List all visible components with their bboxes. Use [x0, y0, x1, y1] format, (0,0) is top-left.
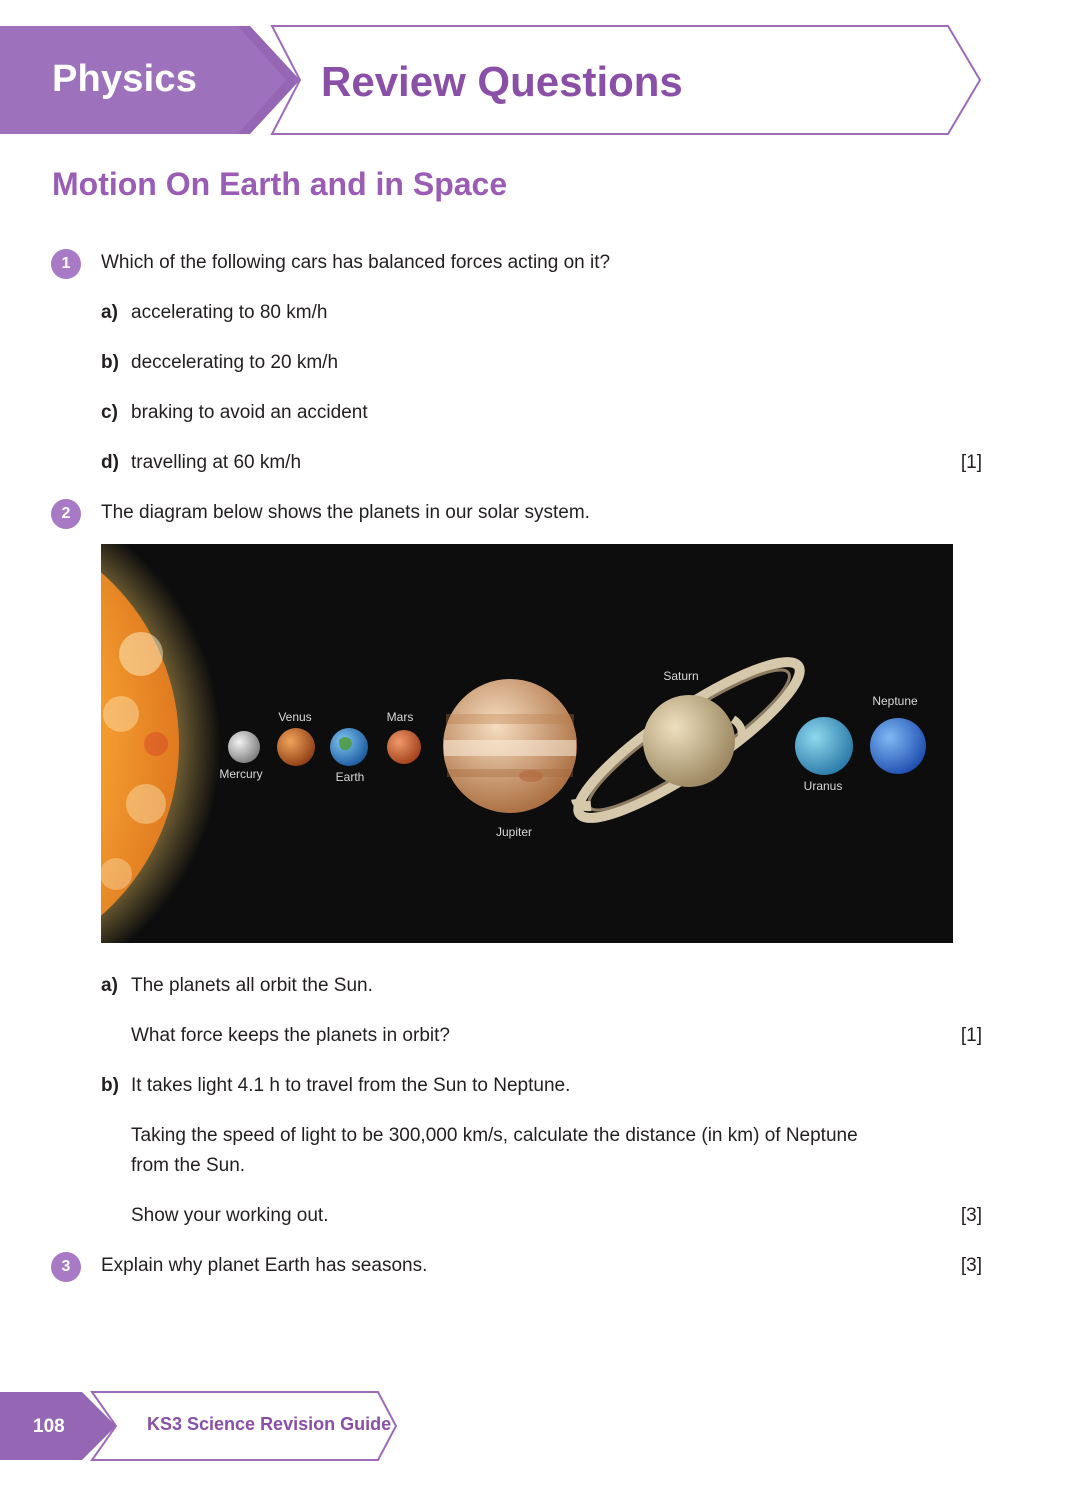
subject-label: Physics	[52, 58, 198, 100]
saturn-label: Saturn	[663, 669, 699, 683]
part-2a-line1: The planets all orbit the Sun.	[131, 975, 373, 996]
mars-label: Mars	[386, 710, 414, 724]
part-2a-line2: What force keeps the planets in orbit?	[131, 1025, 450, 1046]
part-2b-marks: [3]	[960, 1205, 982, 1226]
part-2b-line1: It takes light 4.1 h to travel from the Sun to Neptune.	[131, 1075, 571, 1096]
uranus-label: Uranus	[803, 779, 843, 793]
jupiter-shape	[443, 679, 577, 813]
question-1-text: Which of the following cars has balanced forces acting on it?	[101, 252, 611, 273]
question-3-number: 3	[51, 1252, 81, 1282]
option-b-letter: b)	[101, 352, 119, 373]
option-a-text: accelerating to 80 km/h	[131, 302, 328, 323]
book-title: KS3 Science Revision Guide	[147, 1414, 392, 1434]
question-3-marks: [3]	[960, 1255, 982, 1276]
venus-shape	[277, 728, 315, 766]
question-3-text: Explain why planet Earth has seasons.	[101, 1255, 428, 1276]
uranus-shape	[795, 717, 853, 775]
earth-label: Earth	[335, 770, 365, 784]
jupiter-label: Jupiter	[495, 825, 533, 839]
question-1-number: 1	[51, 249, 81, 279]
mars-shape	[387, 730, 421, 764]
mercury-shape	[228, 731, 260, 763]
option-a-letter: a)	[101, 302, 118, 323]
part-2b-line3: from the Sun.	[131, 1155, 246, 1176]
question-2-text: The diagram below shows the planets in our solar system.	[101, 502, 590, 523]
part-2b-letter: b)	[101, 1075, 119, 1096]
page-number: 108	[33, 1416, 65, 1437]
question-1-marks: [1]	[960, 452, 982, 473]
venus-label: Venus	[278, 710, 312, 724]
neptune-shape	[870, 718, 926, 774]
topic-title: Motion On Earth and in Space	[52, 166, 508, 202]
part-2b-line4: Show your working out.	[131, 1205, 329, 1226]
page-heading: Review Questions	[321, 58, 683, 105]
option-b-text: deccelerating to 20 km/h	[131, 352, 339, 373]
part-2a-marks: [1]	[960, 1025, 982, 1046]
mercury-label: Mercury	[219, 767, 263, 781]
part-2b-line2: Taking the speed of light to be 300,000 km/s, calculate the distance (in km) of Neptune	[131, 1125, 858, 1146]
part-2a-letter: a)	[101, 975, 118, 996]
option-d-text: travelling at 60 km/h	[131, 452, 302, 473]
option-c-text: braking to avoid an accident	[131, 402, 368, 423]
option-d-letter: d)	[101, 452, 119, 473]
option-c-letter: c)	[101, 402, 118, 423]
neptune-label: Neptune	[872, 694, 918, 708]
solar-system-diagram	[101, 544, 953, 943]
question-2-number: 2	[51, 499, 81, 529]
